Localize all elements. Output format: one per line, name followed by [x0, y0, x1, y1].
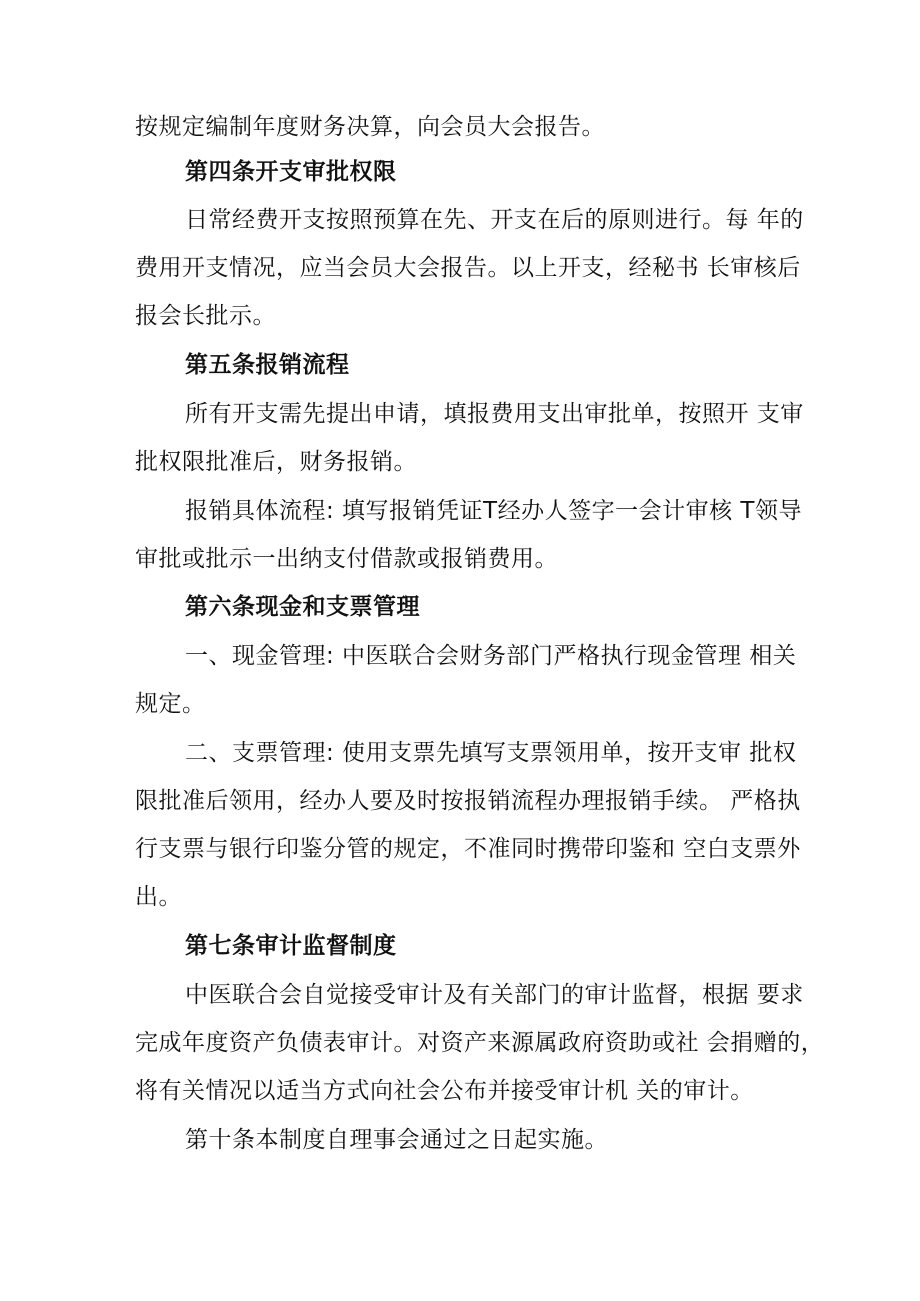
- paragraph-line: 第十条本制度自理事会通过之日起实施。: [185, 1127, 608, 1153]
- paragraph-line: 二、支票管理: 使用支票先填写支票领用单，按开支审 批权: [185, 740, 797, 766]
- paragraph-line: 日常经费开支按照预算在先、开支在后的原则进行。每 年的: [185, 207, 804, 233]
- section-heading-4: 第四条开支审批权限: [185, 159, 397, 185]
- paragraph-line: 报会长批示。: [135, 303, 276, 329]
- paragraph-line: 按规定编制年度财务决算，向会员大会报告。: [135, 114, 605, 140]
- paragraph-line: 审批或批示一出纳支付借款或报销费用。: [135, 546, 558, 572]
- paragraph-line: 行支票与银行印鉴分管的规定，不准同时携带印鉴和 空白支票外: [135, 836, 801, 862]
- section-heading-6: 第六条现金和支票管理: [185, 594, 420, 620]
- paragraph-line: 规定。: [135, 691, 206, 717]
- paragraph-line: 限批准后领用，经办人要及时按报销流程办理报销手续。 严格执: [135, 788, 801, 814]
- paragraph-line: 报销具体流程: 填写报销凭证T经办人签字一会计审核 T领导: [185, 498, 802, 524]
- paragraph-line: 将有关情况以适当方式向社会公布并接受审计机 关的审计。: [135, 1078, 754, 1104]
- paragraph-line: 中医联合会自觉接受审计及有关部门的审计监督，根据 要求: [185, 982, 804, 1008]
- paragraph-line: 一、现金管理: 中医联合会财务部门严格执行现金管理 相关: [185, 643, 797, 669]
- section-heading-7: 第七条审计监督制度: [185, 933, 397, 959]
- paragraph-line: 出。: [135, 884, 182, 910]
- paragraph-line: 完成年度资产负债表审计。对资产来源属政府资助或社 会捐赠的，: [135, 1030, 825, 1056]
- paragraph-line: 所有开支需先提出申请，填报费用支出审批单，按照开 支审: [185, 401, 804, 427]
- paragraph-line: 费用开支情况，应当会员大会报告。以上开支，经秘书 长审核后: [135, 255, 801, 281]
- section-heading-5: 第五条报销流程: [185, 352, 350, 378]
- paragraph-line: 批权限批准后，财务报销。: [135, 449, 417, 475]
